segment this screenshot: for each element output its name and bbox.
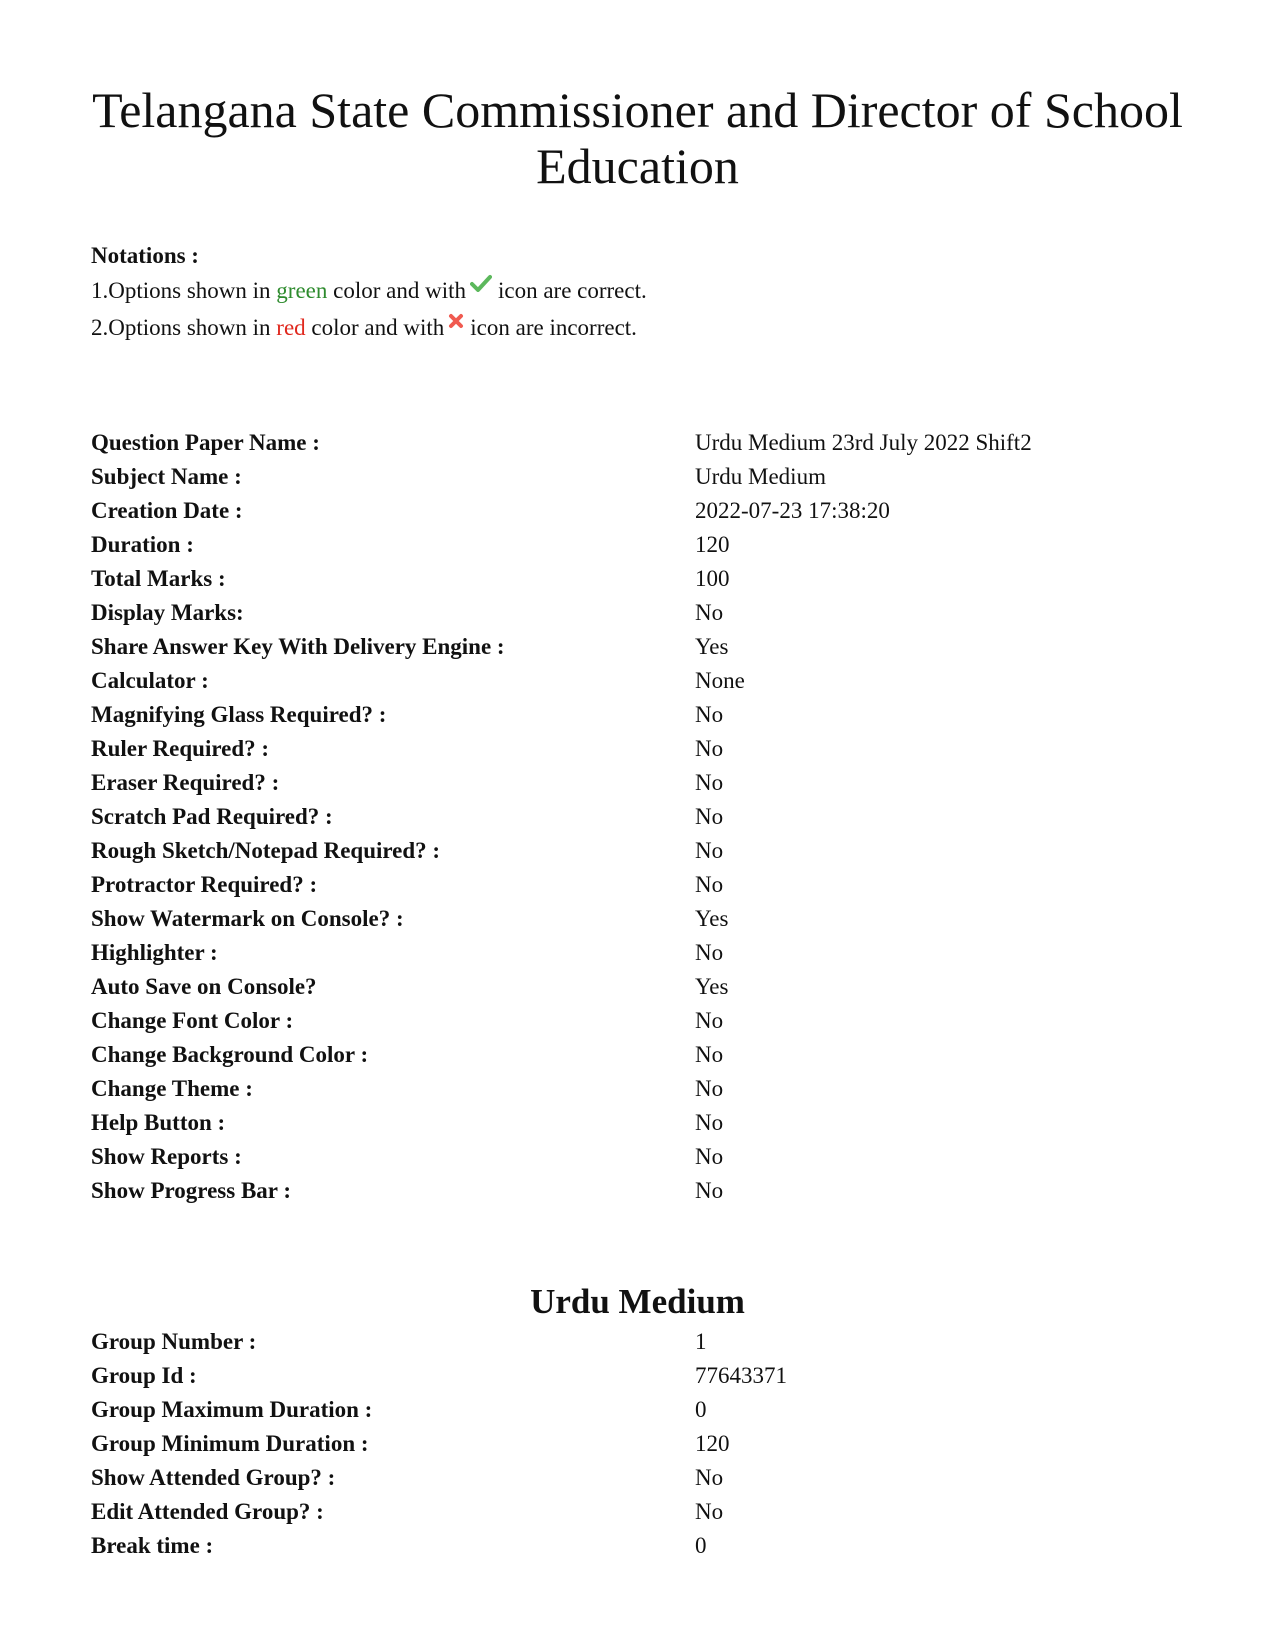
detail-row: [91, 596, 1221, 630]
detail-value: No: [695, 736, 724, 761]
detail-row: [91, 1038, 1221, 1072]
detail-value: 2022-07-23 17:38:20: [695, 498, 890, 523]
detail-row: [91, 936, 1221, 970]
detail-row: [91, 732, 1221, 766]
notation-text: 1.Options shown in: [91, 278, 271, 303]
detail-label: Change Font Color :: [91, 1008, 294, 1033]
detail-label: Auto Save on Console?: [91, 974, 317, 999]
detail-row: [91, 1106, 1221, 1140]
detail-label: Highlighter :: [91, 940, 218, 965]
detail-value: Yes: [695, 906, 729, 931]
detail-row: [91, 528, 1221, 562]
page-title: Telangana State Commissioner and Director of School Education: [92, 82, 1183, 194]
detail-row: [91, 698, 1221, 732]
detail-value: 120: [695, 1431, 730, 1456]
detail-row: [91, 1393, 1221, 1427]
detail-label: Share Answer Key With Delivery Engine :: [91, 634, 505, 659]
detail-value: 120: [695, 532, 730, 557]
notation-text: 2.Options shown in: [91, 315, 271, 340]
detail-value: No: [695, 600, 724, 625]
detail-label: Duration :: [91, 532, 194, 557]
detail-value: No: [695, 872, 724, 897]
red-word: red: [276, 315, 306, 340]
section-details-table: [91, 1325, 1221, 1563]
detail-row: [91, 562, 1221, 596]
detail-value: Urdu Medium 23rd July 2022 Shift2: [695, 430, 1032, 455]
detail-row: [91, 1495, 1221, 1529]
detail-label: Break time :: [91, 1533, 214, 1558]
detail-value: No: [695, 1144, 724, 1169]
detail-value: No: [695, 804, 724, 829]
detail-row: [91, 1140, 1221, 1174]
detail-row: [91, 1004, 1221, 1038]
detail-label: Question Paper Name :: [91, 430, 320, 455]
detail-label: Change Background Color :: [91, 1042, 369, 1067]
detail-row: [91, 902, 1221, 936]
detail-value: 0: [695, 1397, 707, 1422]
notation-text: color and with: [333, 278, 466, 303]
detail-value: 1: [695, 1329, 707, 1354]
section-title: Urdu Medium: [530, 1282, 745, 1321]
detail-value: No: [695, 1042, 724, 1067]
notations: [91, 240, 647, 346]
detail-label: Scratch Pad Required? :: [91, 804, 333, 829]
detail-value: No: [695, 702, 724, 727]
detail-row: [91, 1461, 1221, 1495]
detail-label: Change Theme :: [91, 1076, 253, 1101]
detail-row: [91, 970, 1221, 1004]
detail-label: Protractor Required? :: [91, 872, 318, 897]
detail-label: Show Attended Group? :: [91, 1465, 336, 1490]
detail-label: Group Id :: [91, 1363, 197, 1388]
detail-row: [91, 834, 1221, 868]
detail-label: Group Number :: [91, 1329, 257, 1354]
detail-value: No: [695, 1076, 724, 1101]
detail-value: None: [695, 668, 745, 693]
detail-label: Show Watermark on Console? :: [91, 906, 404, 931]
notation-incorrect: [91, 309, 647, 346]
notation-correct: [91, 272, 647, 309]
detail-row: [91, 494, 1221, 528]
detail-label: Rough Sketch/Notepad Required? :: [91, 838, 441, 863]
detail-label: Creation Date :: [91, 498, 243, 523]
detail-label: Eraser Required? :: [91, 770, 280, 795]
detail-label: Help Button :: [91, 1110, 226, 1135]
detail-label: Magnifying Glass Required? :: [91, 702, 387, 727]
detail-value: No: [695, 838, 724, 863]
detail-label: Subject Name :: [91, 464, 242, 489]
detail-value: No: [695, 940, 724, 965]
detail-value: No: [695, 1008, 724, 1033]
detail-label: Show Progress Bar :: [91, 1178, 291, 1203]
detail-value: 100: [695, 566, 730, 591]
detail-value: No: [695, 1499, 724, 1524]
detail-value: No: [695, 1178, 724, 1203]
cross-icon: [448, 303, 464, 340]
detail-value: Urdu Medium: [695, 464, 826, 489]
detail-label: Show Reports :: [91, 1144, 242, 1169]
detail-row: [91, 1325, 1221, 1359]
detail-label: Display Marks:: [91, 600, 244, 625]
detail-label: Calculator :: [91, 668, 209, 693]
detail-label: Ruler Required? :: [91, 736, 270, 761]
detail-row: [91, 426, 1221, 460]
detail-row: [91, 664, 1221, 698]
detail-row: [91, 766, 1221, 800]
detail-row: [91, 800, 1221, 834]
green-word: green: [276, 278, 328, 303]
detail-value: No: [695, 1465, 724, 1490]
detail-row: [91, 460, 1221, 494]
notations-heading: Notations :: [91, 243, 199, 268]
paper-details-table: [91, 426, 1221, 1208]
detail-row: [91, 1359, 1221, 1393]
detail-value: 77643371: [695, 1363, 787, 1388]
notation-text: color and with: [311, 315, 445, 340]
detail-row: [91, 1529, 1221, 1563]
detail-label: Group Minimum Duration :: [91, 1431, 369, 1456]
detail-row: [91, 630, 1221, 664]
detail-value: No: [695, 770, 724, 795]
notation-text: icon are incorrect.: [470, 315, 637, 340]
detail-value: Yes: [695, 634, 729, 659]
check-icon: [470, 266, 492, 303]
detail-row: [91, 868, 1221, 902]
detail-row: [91, 1072, 1221, 1106]
detail-label: Edit Attended Group? :: [91, 1499, 324, 1524]
detail-row: [91, 1427, 1221, 1461]
detail-value: 0: [695, 1533, 707, 1558]
detail-row: [91, 1174, 1221, 1208]
detail-value: No: [695, 1110, 724, 1135]
detail-value: Yes: [695, 974, 729, 999]
detail-label: Group Maximum Duration :: [91, 1397, 373, 1422]
notation-text: icon are correct.: [497, 278, 647, 303]
detail-label: Total Marks :: [91, 566, 226, 591]
